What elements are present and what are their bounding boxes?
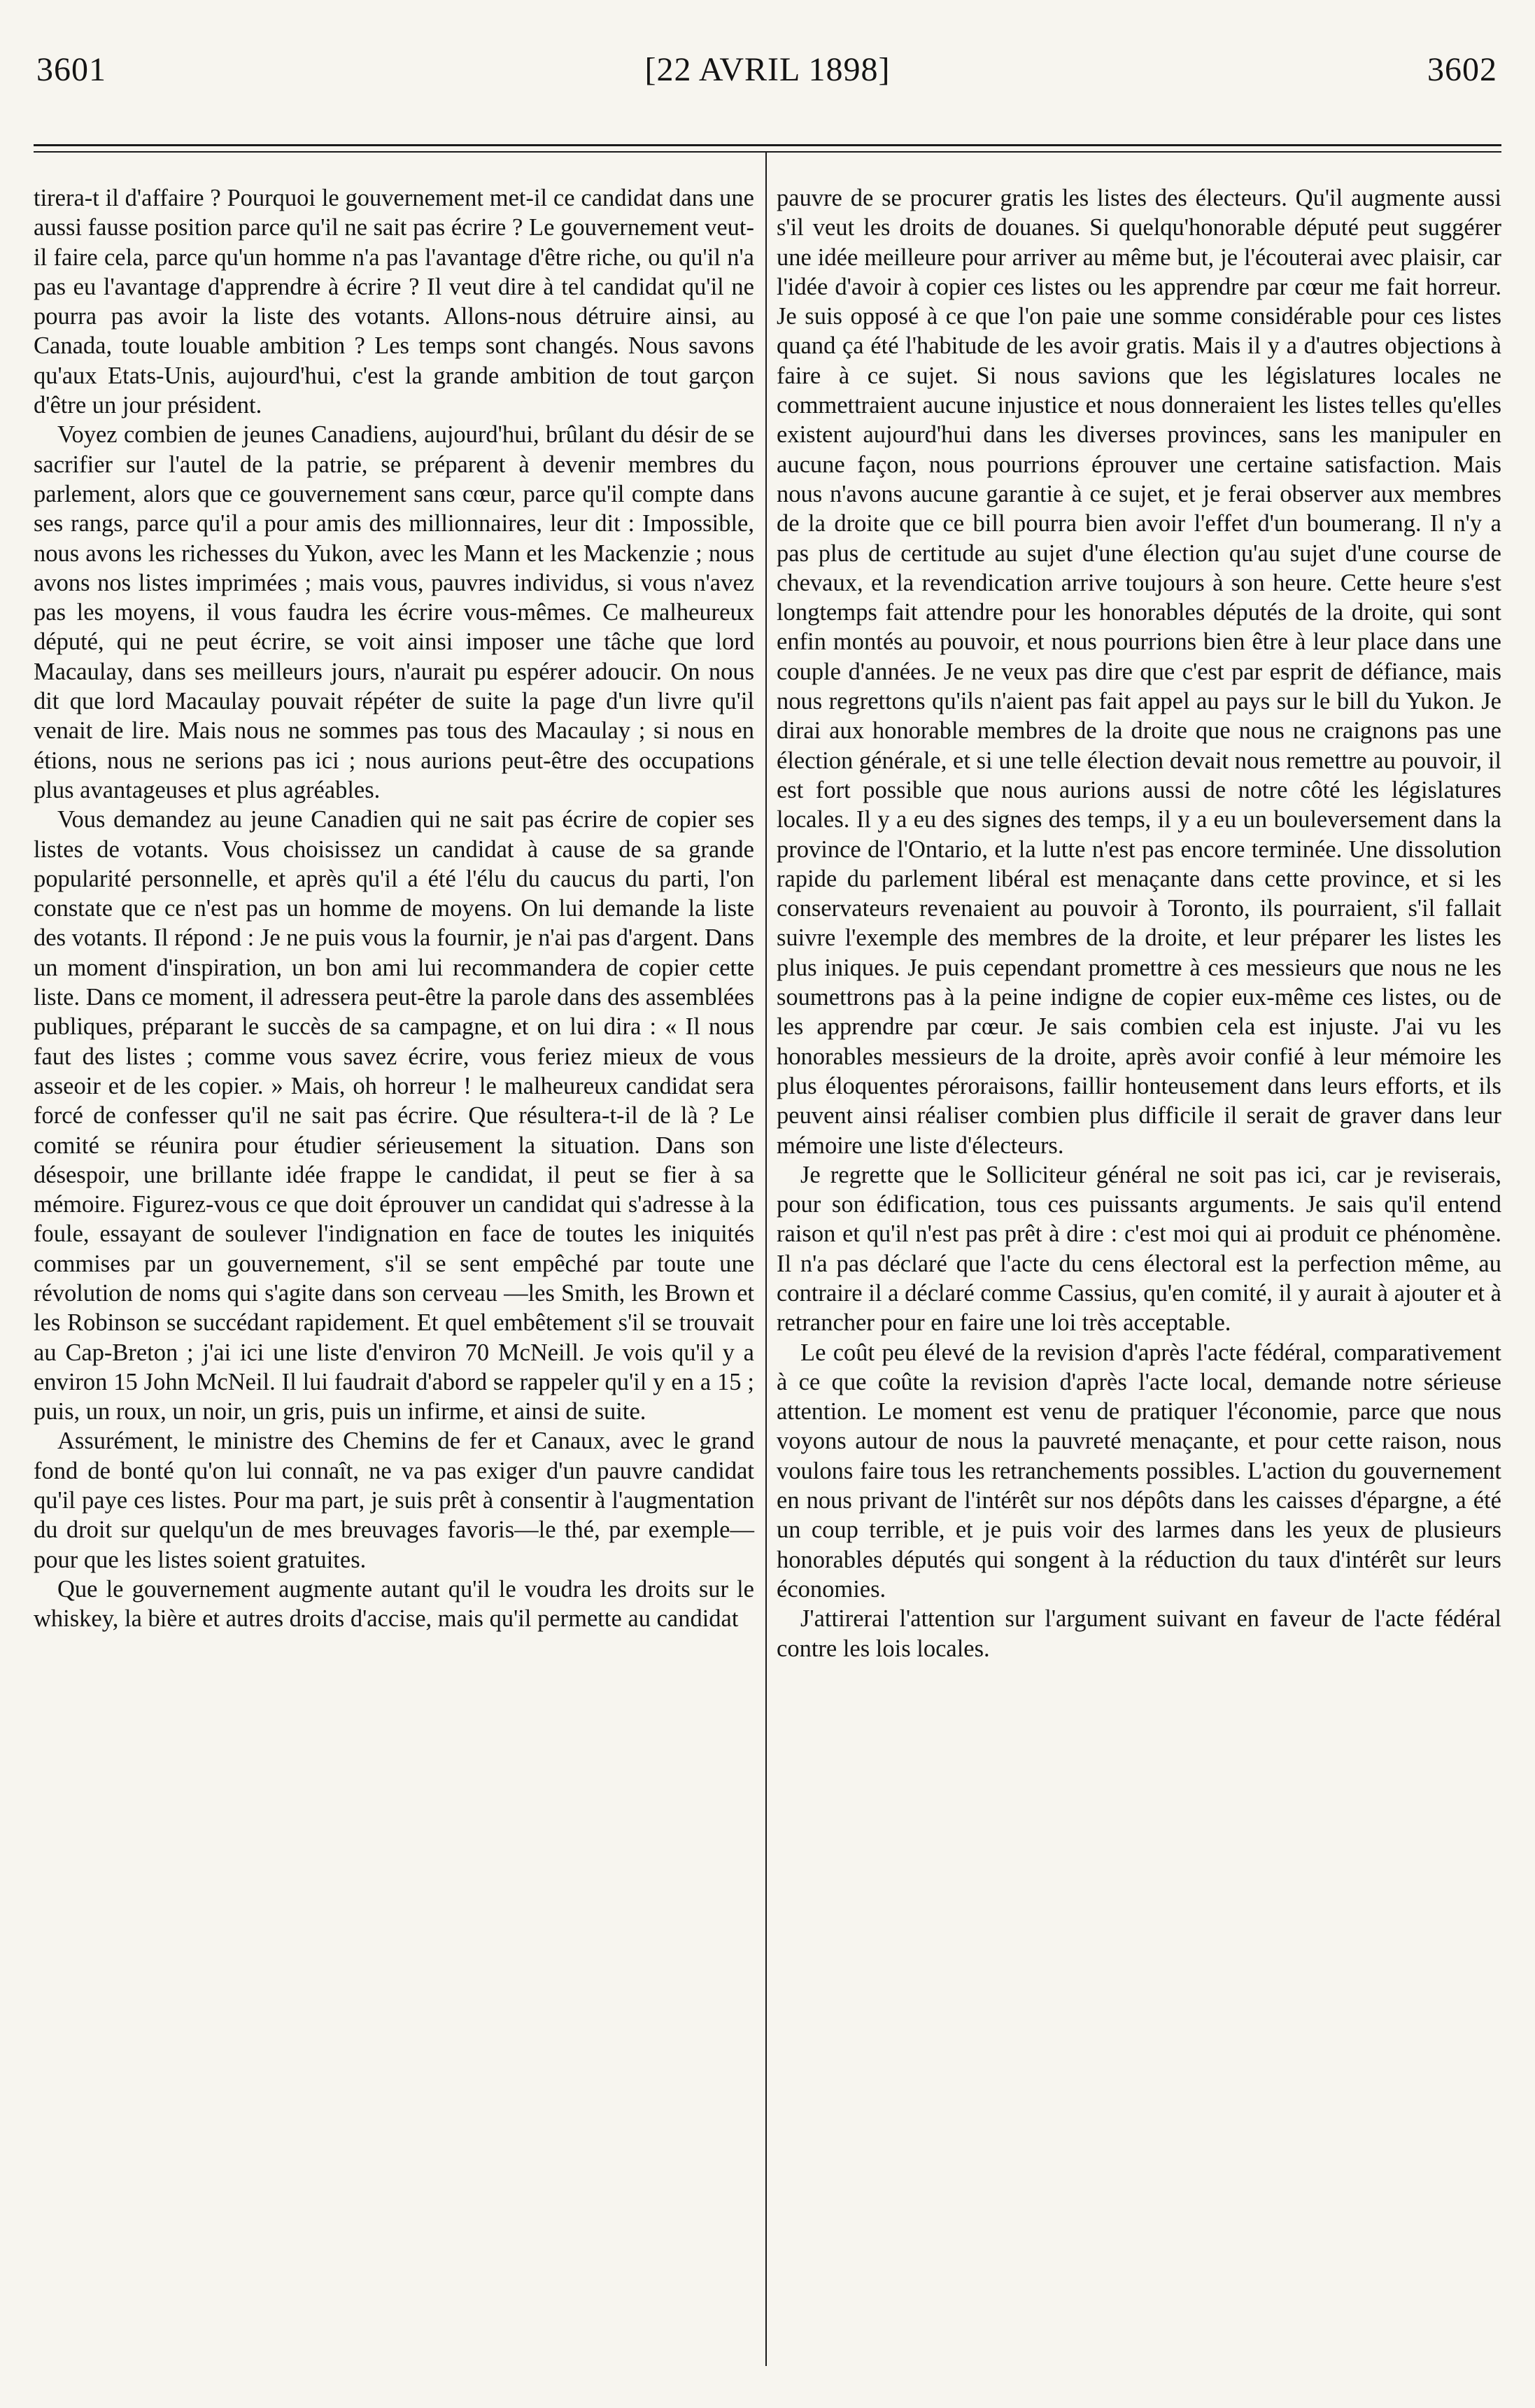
header-rule-top (34, 144, 1501, 146)
paragraph: Vous demandez au jeune Canadien qui ne sait pas écrire de copier ses listes de votants. Vous choisissez un candidat à cause de sa grande popularité personnelle, et après qu'il a été l'élu du caucus du parti, l'on constate que ce n'est pas un homme de moyens. On lui demande la liste des votants. Il répond : Je ne puis vous la fournir, je n'ai pas d'argent. Dans un moment d'inspiration, un bon ami lui recommandera de copier cette liste. Dans ce moment, il adressera peut-être la parole dans des assemblées publiques, préparant le succès de sa campagne, et on lui dira : « Il nous faut des listes ; comme vous savez écrire, vous feriez mieux de vous asseoir et de les copier. » Mais, oh horreur ! le malheureux candidat sera forcé de confesser qu'il ne sait pas écrire. Que résultera-t-il de là ? Le comité se réunira pour étudier sérieusement la situation. Dans son désespoir, une brillante idée frappe le candidat, il peut se fier à sa mémoire. Figurez-vous ce que doit éprouver un candidat qui s'adresse à la foule, essayant de soulever l'indignation en face de toutes les iniquités commises par un gouvernement, s'il se sent empêché par toute une révolution de noms qui s'agite dans son cerveau —les Smith, les Brown et les Robinson se succédant rapidement. Et quel embêtement s'il se trouvait au Cap-Breton ; j'ai ici une liste d'environ 70 McNeill. Je vois qu'il y a environ 15 John McNeil. Il lui faudrait d'abord se rappeler qu'il y en a 15 ; puis, un roux, un noir, un gris, puis un infirme, et ainsi de suite. (34, 806, 754, 1425)
paragraph: Voyez combien de jeunes Canadiens, aujourd'hui, brûlant du désir de se sacrifier sur l'autel de la patrie, se préparent à devenir membres du parlement, alors que ce gouvernement sans cœur, parce qu'il compte dans ses rangs, parce qu'il a pour amis des millionnaires, leur dit : Impossible, nous avons les richesses du Yukon, avec les Mann et les Mackenzie ; nous avons nos listes imprimées ; mais vous, pauvres individus, si vous n'avez pas les moyens, il vous faudra les écrire vous-mêmes. Ce malheureux député, qui ne peut écrire, se voit ainsi imposer une tâche que lord Macaulay, dans ses meilleurs jours, n'aurait pu espérer adoucir. On nous dit que lord Macaulay pouvait répéter de suite la page d'un livre qu'il venait de lire. Mais nous ne sommes pas tous des Macaulay ; si nous en étions, nous ne serions pas ici ; nous aurions peut-être des occupations plus avantageuses et plus agréables. (34, 421, 754, 803)
paragraph: Assurément, le ministre des Chemins de fer et Canaux, avec le grand fond de bonté qu'on lui connaît, ne va pas exiger d'un pauvre candidat qu'il paye ces listes. Pour ma part, je suis prêt à consentir à l'augmentation du droit sur quelqu'un de mes breuvages favoris—le thé, par exemple—pour que les listes soient gratuites. (34, 1428, 754, 1573)
page-number-right: 3602 (1427, 51, 1497, 88)
paragraph: Le coût peu élevé de la revision d'après l'acte fédéral, comparativement à ce que coûte la revision d'après l'acte local, demande notre sérieuse attention. Le moment est venu de pratiquer l'économie, parce que nous voyons autour de nous la pauvreté menaçante, et pour cette raison, nous voulons faire tous les retranchements possibles. L'action du gouvernement en nous privant de l'intérêt sur nos dépôts dans les caisses d'épargne, a été un coup terrible, et je puis voir des larmes dans les yeux de plusieurs honorables députés qui songent à la réduction du taux d'intérêt sur leurs économies. (777, 1339, 1501, 1603)
header-rule-bottom (34, 151, 1501, 153)
paragraph: Je regrette que le Solliciteur général ne soit pas ici, car je reviserais, pour son édification, tous ces puissants arguments. Je sais qu'il entend raison et qu'il n'est pas prêt à dire : c'est moi qui ai produit ce phénomène. Il n'a pas déclaré que l'acte du cens électoral est la perfection même, au contraire il a déclaré comme Cassius, qu'en comité, il y aurait à ajouter et à retrancher pour en faire une loi très acceptable. (777, 1161, 1501, 1337)
paragraph: J'attirerai l'attention sur l'argument suivant en faveur de l'acte fédéral contre les lois locales. (777, 1605, 1501, 1662)
paragraph: tirera-t il d'affaire ? Pourquoi le gouvernement met-il ce candidat dans une aussi fausse position parce qu'il ne sait pas écrire ? Le gouvernement veut-il faire cela, parce qu'un homme n'a pas l'avantage d'être riche, ou qu'il n'a pas eu l'avantage d'apprendre à écrire ? Il veut dire à tel candidat qu'il ne pourra pas avoir la liste des votants. Allons-nous détruire ainsi, au Canada, toute louable ambition ? Les temps sont changés. Nous savons qu'aux Etats-Unis, aujourd'hui, c'est la grande ambition de tout garçon d'être un jour président. (34, 185, 754, 419)
page-number-left: 3601 (36, 51, 106, 88)
paragraph: pauvre de se procurer gratis les listes des électeurs. Qu'il augmente aussi s'il veut les droits de douanes. Si quelqu'honorable député peut suggérer une idée meilleure pour arriver au même but, je l'écouterai avec plaisir, car l'idée d'avoir à copier ces listes ou les apprendre par cœur me fait horreur. Je suis opposé à ce que l'on paie une somme considérable pour ces listes quand ça été l'habitude de les avoir gratis. Mais il y a d'autres objections à faire à ce sujet. Si nous savions que les législatures locales ne commettraient aucune injustice et nous donneraient les listes telles qu'elles existent aujourd'hui dans les diverses provinces, sans les manipuler en aucune façon, nous pourrions éprouver une certaine satisfaction. Mais nous n'avons aucune garantie à ce sujet, et je ferai observer aux membres de la droite que ce bill pourra bien avoir l'effet d'un boumerang. Il n'y a pas plus de certitude au sujet d'une élection qu'au sujet d'une course de chevaux, et la revendication arrive toujours à son heure. Cette heure s'est longtemps fait attendre pour les honorables députés de la droite, qui sont enfin montés au pouvoir, et nous pourrions bien être à leur place dans une couple d'années. Je ne veux pas dire que c'est par esprit de défiance, mais nous regrettons qu'ils n'aient pas fait appel au pays sur le bill du Yukon. Je dirai aux honorable membres de la droite que nous ne craignons pas une élection générale, et si une telle élection devait nous remettre au pouvoir, il est fort possible que nous aurions aussi de notre côté les législatures locales. Il y a eu des signes des temps, il y a eu un bouleversement dans la province de l'Ontario, et la lutte n'est pas encore terminée. Une dissolution rapide du parlement libéral est menaçante dans cette province, et si les conservateurs revenaient au pouvoir à Toronto, ils pourraient, s'il fallait suivre l'exemple des membres de la droite, et leur préparer les listes les plus iniques. Je puis cependant promettre à ces messieurs que nous ne les soumettrons pas à la peine indigne de copier eux-même ces listes, ou de les apprendre par cœur. Je sais combien cela est injuste. J'ai vu les honorables messieurs de la droite, après avoir confié à leur mémoire les plus éloquentes péroraisons, faillir honteusement dans leurs efforts, et ils peuvent ainsi réaliser combien plus difficile il serait de graver dans leur mémoire une liste d'électeurs. (777, 185, 1501, 1159)
right-column (777, 183, 1501, 1663)
left-column (34, 183, 754, 1634)
header-date: [22 AVRIL 1898] (644, 51, 891, 88)
paragraph: Que le gouvernement augmente autant qu'il le voudra les droits sur le whiskey, la bière et autres droits d'accise, mais qu'il permette au candidat (34, 1575, 754, 1633)
page-header (28, 50, 1507, 106)
column-divider (765, 151, 767, 2366)
